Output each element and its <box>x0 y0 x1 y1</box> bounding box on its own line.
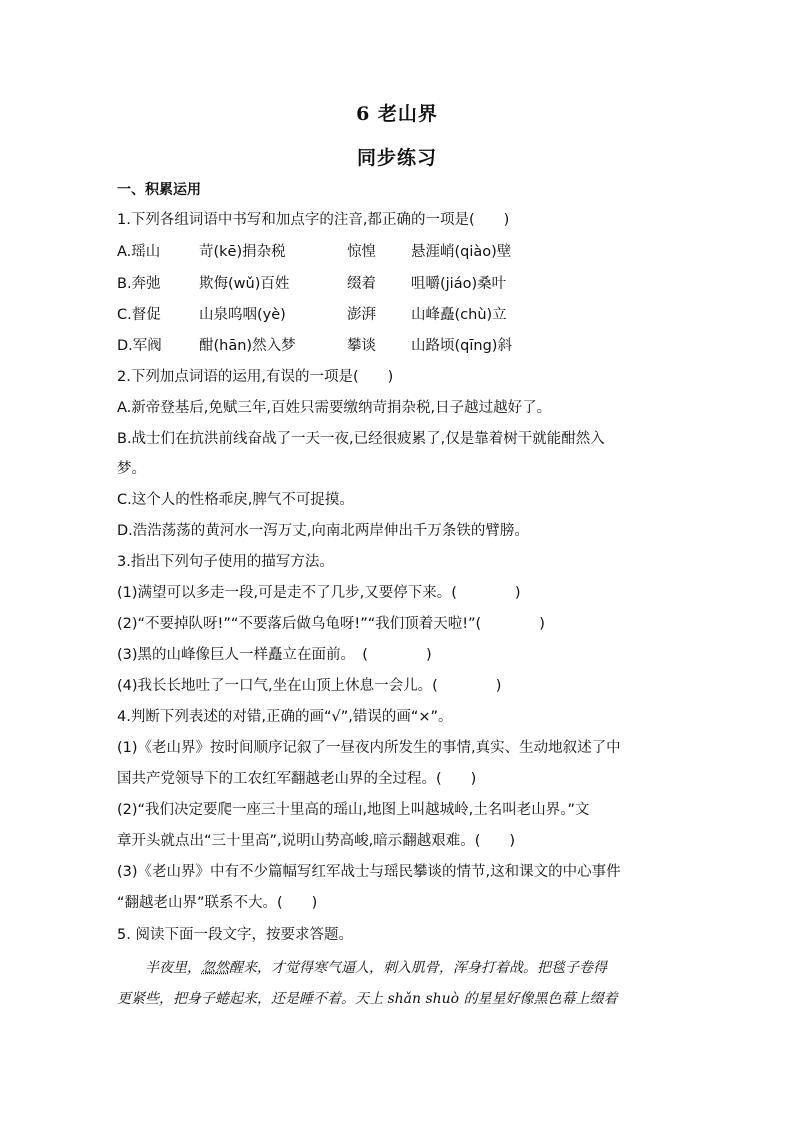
lesson-title: 6 老山界 <box>356 103 438 125</box>
option-cell: 酣(hān)然入梦 <box>199 338 296 354</box>
question-3-item-3: (3)黑的山峰像巨人一样矗立在面前。 ( ) <box>117 647 432 663</box>
question-1-option-c <box>117 305 677 325</box>
option-cell: 悬涯峭(qiào)壁 <box>411 244 512 260</box>
option-cell: 山峰矗(chù)立 <box>411 307 507 323</box>
question-2-option-b-line2: 梦。 <box>117 461 146 477</box>
question-2-option-b-line1: B.战士们在抗洪前线奋战了一天一夜,已经很疲累了,仅是靠着树干就能酣然入 <box>117 431 605 447</box>
question-3-stem: 3.指出下列句子使用的描写方法。 <box>117 554 334 570</box>
passage-text: 半夜里， <box>145 960 201 976</box>
option-cell: 苛(kē)捐杂税 <box>199 244 286 260</box>
question-4-item-2-line1: (2)“我们决定要爬一座三十里高的瑶山,地图上叫越城岭,土名叫老山界。”文 <box>117 802 590 818</box>
question-1-option-b <box>117 274 677 294</box>
option-cell: B.奔弛 <box>117 276 161 292</box>
question-4-item-1-line2: 国共产党领导下的工农红军翻越老山界的全过程。( ) <box>117 771 477 787</box>
question-1-option-a <box>117 242 677 262</box>
option-cell: 咀嚼(jiáo)桑叶 <box>411 276 507 292</box>
option-cell: C.督促 <box>117 307 161 323</box>
option-cell: 山泉呜咽(yè) <box>199 307 286 323</box>
question-4-item-3-line2: “翻越老山界”联系不大。( ) <box>117 895 318 911</box>
question-2-option-c: C.这个人的性格乖戾,脾气不可捉摸。 <box>117 492 354 508</box>
question-5-stem: 5. 阅读下面一段文字，按要求答题。 <box>117 927 353 943</box>
option-cell: 惊惶 <box>347 244 376 260</box>
question-2-option-a: A.新帝登基后,免赋三年,百姓只需要缴纳苛捐杂税,日子越过越好了。 <box>117 400 552 416</box>
question-4-item-2-line2: 章开头就点出“三十里高”,说明山势高峻,暗示翻越艰难。( ) <box>117 833 516 849</box>
section-heading: 一、积累运用 <box>117 182 201 198</box>
question-3-item-2: (2)“不要掉队呀!”“不要落后做乌龟呀!”“我们顶着天啦!”( ) <box>117 616 545 632</box>
worksheet-subtitle: 同步练习 <box>356 147 437 169</box>
question-4-stem: 4.判断下列表述的对错,正确的画“√”,错误的画“×”。 <box>117 709 453 725</box>
passage-text: 醒来，才觉得寒气逼人，刺入肌骨，浑身打着战。把毯子卷得 <box>229 960 607 976</box>
question-2-option-d: D.浩浩荡荡的黄河水一泻万丈,向南北两岸伸出千万条铁的臂膀。 <box>117 523 529 539</box>
question-1-stem: 1.下列各组词语中书写和加点字的注音,都正确的一项是( ) <box>117 212 510 228</box>
reading-passage-line2: 更紧些，把身子蜷起来，还是睡不着。天上 shǎn shuò 的星星好像黑色幕上缀着 <box>117 991 618 1007</box>
question-4-item-3-line1: (3)《老山界》中有不少篇幅写红军战士与瑶民攀谈的情节,这和课文的中心事件 <box>117 864 621 880</box>
question-4-item-1-line1: (1)《老山界》按时间顺序记叙了一昼夜内所发生的事情,真实、生动地叙述了中 <box>117 740 621 756</box>
option-cell: 缀着 <box>347 276 376 292</box>
reading-passage-line1 <box>117 953 677 984</box>
question-3-item-4: (4)我长长地吐了一口气,坐在山顶上休息一会儿。( ) <box>117 678 502 694</box>
option-cell: 山路顷(qīng)斜 <box>411 338 512 354</box>
question-1-option-d <box>117 336 677 356</box>
option-cell: 欺侮(wǔ)百姓 <box>199 276 290 292</box>
option-cell: D.军阀 <box>117 338 162 354</box>
option-cell: 澎湃 <box>347 307 376 323</box>
question-3-item-1: (1)满望可以多走一段,可是走不了几步,又要停下来。( ) <box>117 585 521 601</box>
option-cell: A.瑶山 <box>117 244 161 260</box>
option-cell: 攀谈 <box>347 338 376 354</box>
emphasized-word: 忽然 <box>201 960 229 976</box>
question-2-stem: 2.下列加点词语的运用,有误的一项是( ) <box>117 369 394 385</box>
